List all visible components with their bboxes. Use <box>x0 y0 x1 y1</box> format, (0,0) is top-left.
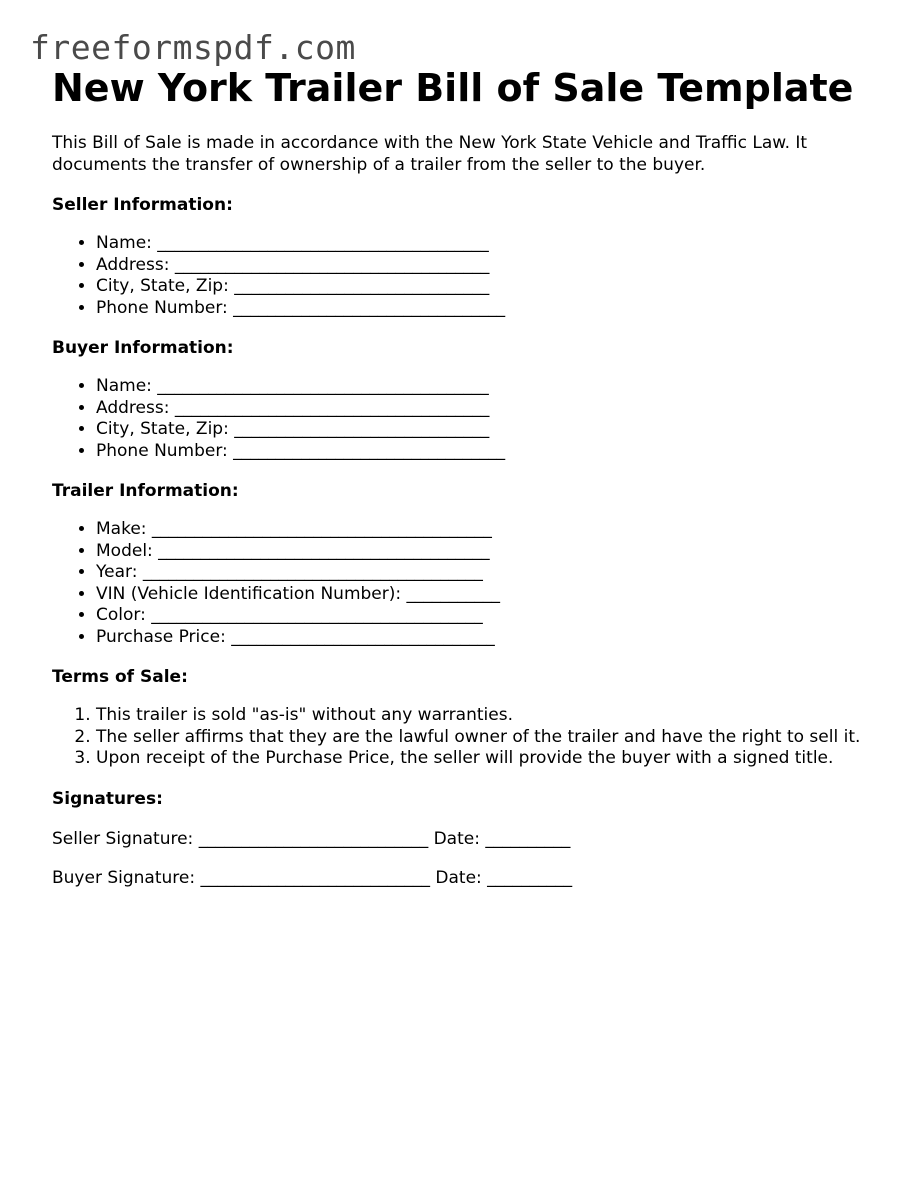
seller-address-field[interactable]: • Address: _____________________________________ <box>96 255 872 277</box>
trailer-vin-field[interactable]: • VIN (Vehicle Identification Number): ___________ <box>96 584 872 606</box>
terms-item: 1. This trailer is sold "as-is" without any warranties. <box>96 705 872 727</box>
terms-list <box>52 705 872 770</box>
trailer-make-field[interactable]: • Make: ________________________________________ <box>96 519 872 541</box>
trailer-list <box>52 519 872 648</box>
buyer-address-field[interactable]: • Address: _____________________________________ <box>96 398 872 420</box>
watermark-logo: freeformspdf.com <box>30 28 356 67</box>
seller-name-field[interactable]: • Name: _______________________________________ <box>96 233 872 255</box>
buyer-city-state-zip-field[interactable]: • City, State, Zip: ______________________________ <box>96 419 872 441</box>
buyer-name-field[interactable]: • Name: _______________________________________ <box>96 376 872 398</box>
seller-signature-line[interactable]: Seller Signature: ___________________________ Date: __________ <box>52 828 571 849</box>
terms-item: 3. Upon receipt of the Purchase Price, the seller will provide the buyer with a signed title. <box>96 748 872 770</box>
page-title: New York Trailer Bill of Sale Template <box>52 66 854 110</box>
intro-paragraph: This Bill of Sale is made in accordance with the New York State Vehicle and Traffic Law. It documents the transfer of ownership of a trailer from the seller to the buyer. <box>52 133 808 175</box>
trailer-model-field[interactable]: • Model: _______________________________________ <box>96 541 872 563</box>
document-body <box>52 64 872 889</box>
terms-item: 2. The seller affirms that they are the lawful owner of the trailer and have the right to sell it. <box>96 727 872 749</box>
buyer-phone-field[interactable]: • Phone Number: ________________________________ <box>96 441 872 463</box>
trailer-year-field[interactable]: • Year: ________________________________________ <box>96 562 872 584</box>
trailer-price-field[interactable]: • Purchase Price: _______________________________ <box>96 627 872 649</box>
seller-city-state-zip-field[interactable]: • City, State, Zip: ______________________________ <box>96 276 872 298</box>
seller-phone-field[interactable]: • Phone Number: ________________________________ <box>96 298 872 320</box>
buyer-list <box>52 376 872 462</box>
terms-heading: Terms of Sale: <box>52 667 188 687</box>
buyer-heading: Buyer Information: <box>52 338 234 358</box>
buyer-signature-line[interactable]: Buyer Signature: ___________________________ Date: __________ <box>52 867 573 888</box>
seller-list <box>52 233 872 319</box>
signatures-heading: Signatures: <box>52 788 163 809</box>
trailer-color-field[interactable]: • Color: _______________________________________ <box>96 605 872 627</box>
seller-heading: Seller Information: <box>52 195 233 215</box>
trailer-heading: Trailer Information: <box>52 481 239 501</box>
